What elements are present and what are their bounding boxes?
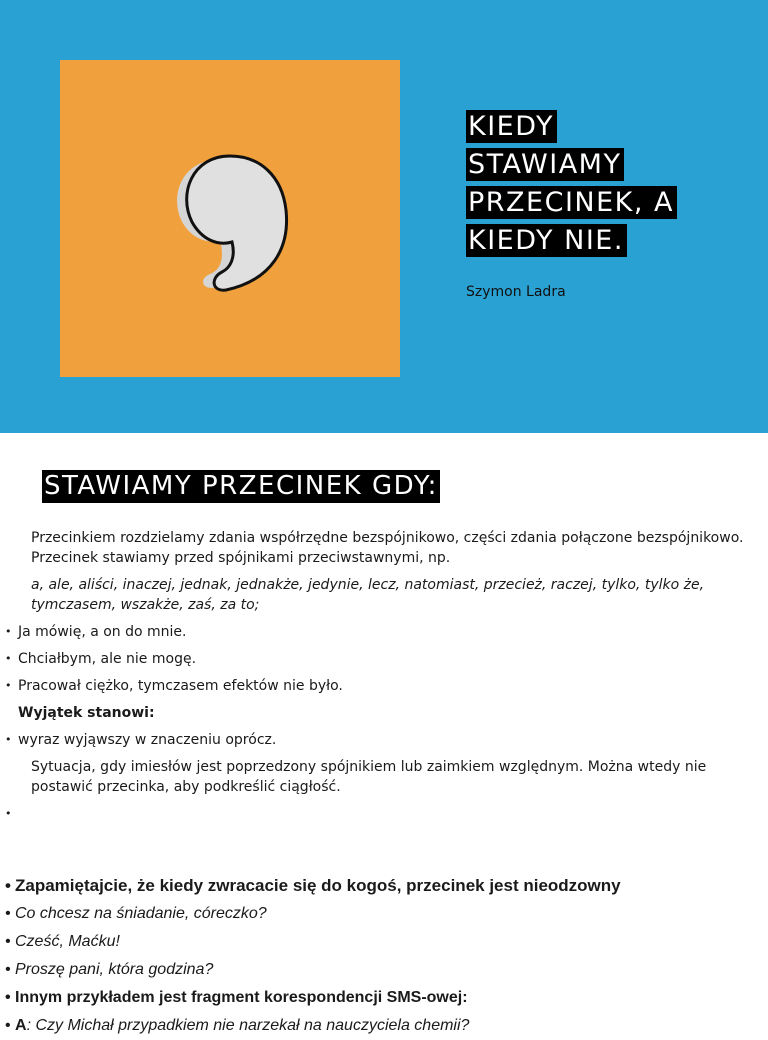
bullet-icon: • <box>5 733 12 746</box>
comma-icon <box>60 60 400 377</box>
bullet-icon: • <box>5 933 11 950</box>
conjunctions-paragraph: a, ale, aliści, inaczej, jednak, jednakże, jedynie, lecz, natomiast, przecież, raczej, tylko, tylko że, tymczasem, wszakże, zaś, za to; <box>31 577 705 613</box>
list-item: • Pracował ciężko, tymczasem efektów nie było. <box>5 678 343 694</box>
title-line-3: PRZECINEK, A <box>466 186 677 219</box>
bullet-icon: • <box>5 679 12 692</box>
note-remember: • Zapamiętajcie, że kiedy zwracacie się do kogoś, przecinek jest nieodzowny <box>0 872 768 900</box>
bullet-icon: • <box>5 876 11 895</box>
bullet-icon: • <box>5 961 11 978</box>
note-sms-line <box>0 1012 768 1040</box>
exception-label: Wyjątek stanowi: <box>18 705 155 721</box>
sms-speaker: A <box>15 1017 27 1034</box>
list-item: Sytuacja, gdy imiesłów jest poprzedzony spójnikiem lub zaimkiem względnym. Można wtedy nie postawić przecinka, aby podkreślić ciągłość. <box>31 759 707 795</box>
bullet-icon: • <box>5 652 12 665</box>
bullet-icon: • <box>5 905 11 922</box>
list-item <box>0 804 768 824</box>
bullet-icon: • <box>5 1017 11 1034</box>
bullet-icon: • <box>5 989 11 1006</box>
bullet-icon: • <box>5 807 12 820</box>
list-item: • Ja mówię, a on do mnie. <box>5 624 187 640</box>
title-line-1: KIEDY <box>466 110 557 143</box>
note-example: • Cześć, Maćku! <box>0 928 768 956</box>
title-line-4: KIEDY NIE. <box>466 224 627 257</box>
title-slide <box>0 0 768 433</box>
bullet-icon: • <box>5 625 12 638</box>
note-example: • Co chcesz na śniadanie, córeczko? <box>0 900 768 928</box>
section-heading: STAWIAMY PRZECINEK GDY: <box>44 471 438 501</box>
list-item: • wyraz wyjąwszy w znaczeniu oprócz. <box>5 732 277 748</box>
author: Szymon Ladra <box>466 284 566 300</box>
list-item: • Chciałbym, ale nie mogę. <box>5 651 197 667</box>
title-line-2: STAWIAMY <box>466 148 624 181</box>
note-sms-intro: • Innym przykładem jest fragment korespondencji SMS-owej: <box>0 984 768 1012</box>
intro-paragraph: Przecinkiem rozdzielamy zdania współrzędne bezspójnikowo, części zdania połączone bezspójnikowo. Przecinek stawiamy przed spójnikami przeciwstawnymi, np. <box>31 530 744 566</box>
rules-list <box>0 528 768 831</box>
title <box>466 110 756 262</box>
notes-list <box>0 872 768 1040</box>
note-example: • Proszę pani, która godzina? <box>0 956 768 984</box>
sms-text: : Czy Michał przypadkiem nie narzekał na nauczyciela chemii? <box>26 1017 470 1034</box>
